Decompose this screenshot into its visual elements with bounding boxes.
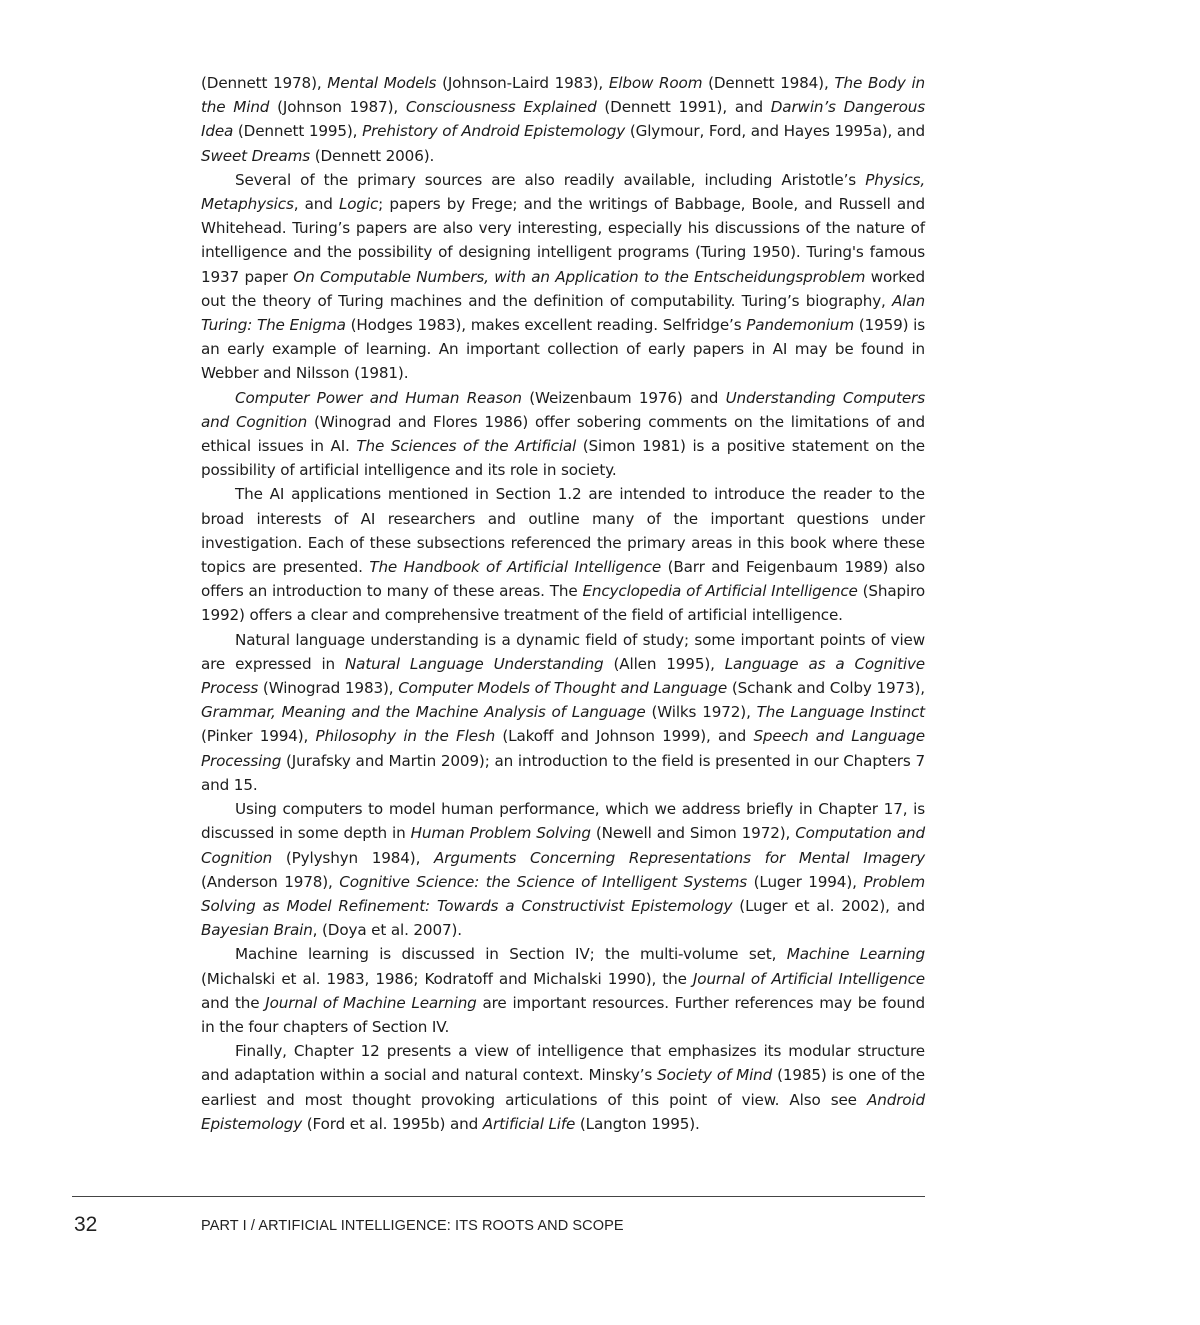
text-run: , (Doya et al. 2007). — [312, 921, 462, 940]
running-footer-title: PART I / ARTIFICIAL INTELLIGENCE: ITS ROOTS AND SCOPE — [201, 1218, 624, 1234]
text-run: (Michalski et al. 1983, 1986; Kodratoff and Michalski 1990), the — [201, 969, 693, 988]
text-run: (Wilks 1972), — [645, 703, 757, 722]
italic-title: Arguments Concerning Representations for Mental Imagery — [434, 848, 925, 867]
text-run: (Lakoff and Johnson 1999), and — [495, 727, 754, 746]
italic-title: Bayesian Brain — [201, 921, 313, 940]
text-run: (Allen 1995), — [603, 654, 725, 673]
italic-title: The Sciences of the Artificial — [356, 437, 577, 456]
text-run: (Shapiro 1992) offers a clear and comprehensive treatment of the field of artificial intelligence. — [201, 582, 925, 625]
italic-title: Logic — [338, 195, 379, 214]
text-run: (Anderson 1978), — [201, 872, 340, 891]
text-run: (Schank and Colby 1973), — [727, 679, 925, 698]
italic-title: Physics, Metaphysics — [201, 170, 925, 214]
paragraph — [201, 1039, 925, 1136]
text-run: Finally, Chapter 12 presents a view of intelligence that emphasizes its modular structure and adaptation within a social and natural context. Minsky’s — [201, 1042, 925, 1085]
text-run: (Weizenbaum 1976) and — [521, 388, 726, 407]
paragraph — [201, 628, 925, 797]
text-run: ; papers by Frege; and the writings of Babbage, Boole, and Russell and Whitehead. Turing’s papers are also very interesting, especially his discussions of the nature of intelligence and the possibility of designing intelligent programs (Turing 1950). Turing's famous 1937 paper — [201, 195, 925, 286]
italic-title: Elbow Room — [608, 74, 703, 92]
body-text — [201, 71, 925, 1136]
italic-title: Android Epistemology — [201, 1090, 925, 1133]
italic-title: Journal of Artificial Intelligence — [692, 969, 925, 988]
text-run: The AI applications mentioned in Section 1.2 are intended to introduce the reader to the broad interests of AI researchers and outline many of the important questions under investigation. Each of these subsections referenced the primary areas in this book where these topics are presented. — [201, 485, 925, 577]
italic-title: Speech and Language Processing — [201, 727, 925, 770]
text-run: , and — [293, 195, 339, 214]
italic-title: Society of Mind — [657, 1066, 773, 1085]
page-number: 32 — [74, 1213, 98, 1236]
text-run: (Hodges 1983), makes excellent reading. Selfridge’s — [345, 316, 747, 335]
italic-title: Cognitive Science: the Science of Intelligent Systems — [339, 872, 748, 891]
italic-title: Prehistory of Android Epistemology — [362, 122, 626, 141]
italic-title: Grammar, Meaning and the Machine Analysis of Language — [201, 703, 646, 722]
text-run: (Newell and Simon 1972), — [590, 824, 796, 843]
italic-title: Computer Models of Thought and Language — [398, 679, 728, 698]
text-run: and the — [201, 993, 266, 1012]
italic-title: Darwin’s Dangerous Idea — [201, 98, 925, 141]
text-run: (1985) is one of the earliest and most thought provoking articulations of this point of view. Also see — [201, 1066, 925, 1109]
text-run: (Pylyshyn 1984), — [272, 848, 435, 867]
text-run: (Langton 1995). — [575, 1114, 700, 1133]
text-run: (Dennett 1978), — [201, 74, 328, 92]
footer-divider — [72, 1196, 925, 1197]
italic-title: On Computable Numbers, with an Application to the Entscheidungsproblem — [293, 267, 866, 286]
text-run: (Ford et al. 1995b) and — [302, 1114, 483, 1133]
italic-title: Pandemonium — [746, 316, 855, 335]
text-run: (Dennett 1995), — [233, 122, 363, 141]
italic-title: Problem Solving as Model Refinement: Towards a Constructivist Epistemology — [201, 872, 925, 915]
italic-title: Journal of Machine Learning — [265, 993, 477, 1012]
paragraph — [201, 168, 925, 386]
italic-title: Machine Learning — [786, 945, 925, 964]
paragraph — [201, 797, 925, 942]
italic-title: Encyclopedia of Artificial Intelligence — [582, 582, 858, 601]
text-run: Machine learning is discussed in Section IV; the multi-volume set, — [235, 945, 787, 964]
paragraph — [201, 482, 925, 627]
italic-title: Consciousness Explained — [405, 98, 597, 117]
text-run: Several of the primary sources are also readily available, including Aristotle’s — [235, 170, 866, 189]
italic-title: Language as a Cognitive Process — [201, 654, 925, 698]
text-run: (1959) is an early example of learning. An important collection of early papers in AI may be found in Webber and Nilsson (1981). — [201, 316, 925, 383]
paragraph — [201, 71, 925, 168]
text-run: (Jurafsky and Martin 2009); an introduction to the field is presented in our Chapters 7 and 15. — [201, 751, 925, 794]
italic-title: Natural Language Understanding — [344, 654, 604, 673]
text-run: (Glymour, Ford, and Hayes 1995a), and — [625, 122, 926, 141]
text-run: (Pinker 1994), — [201, 727, 316, 746]
italic-title: Philosophy in the Flesh — [315, 727, 496, 746]
text-run: (Johnson-Laird 1983), — [436, 74, 609, 92]
text-run: (Winograd and Flores 1986) offer sobering comments on the limitations of and ethical issues in AI. — [201, 412, 925, 456]
italic-title: Computation and Cognition — [201, 824, 926, 867]
italic-title: The Body in the Mind — [201, 74, 925, 117]
italic-title: Human Problem Solving — [410, 824, 591, 843]
text-run: (Simon 1981) is a positive statement on the possibility of artificial intelligence and its role in society. — [201, 437, 925, 480]
italic-title: Mental Models — [327, 74, 437, 92]
italic-title: Alan Turing: The Enigma — [201, 291, 925, 335]
text-run: (Dennett 1991), and — [596, 98, 771, 117]
text-run: Using computers to model human performance, which we address briefly in Chapter 17, is discussed in some depth in — [201, 800, 925, 843]
paragraph — [201, 386, 925, 483]
italic-title: Computer Power and Human Reason — [235, 388, 522, 407]
text-run: (Dennett 2006). — [310, 146, 435, 165]
text-run: (Johnson 1987), — [269, 98, 406, 117]
italic-title: The Language Instinct — [756, 703, 925, 722]
text-run: (Luger et al. 2002), and — [732, 896, 925, 915]
text-run: are important resources. Further references may be found in the four chapters of Section IV. — [201, 993, 926, 1036]
text-run: (Winograd 1983), — [258, 679, 399, 698]
paragraph — [201, 942, 925, 1039]
italic-title: Sweet Dreams — [201, 146, 311, 165]
text-run: Natural language understanding is a dynamic field of study; some important points of view are expressed in — [201, 630, 925, 673]
italic-title: The Handbook of Artificial Intelligence — [369, 558, 662, 577]
text-run: (Dennett 1984), — [702, 74, 835, 92]
italic-title: Understanding Computers and Cognition — [201, 388, 925, 431]
text-run: (Barr and Feigenbaum 1989) also offers an introduction to many of these areas. The — [201, 558, 925, 601]
italic-title: Artificial Life — [482, 1114, 576, 1133]
text-run: (Luger 1994), — [747, 872, 864, 891]
text-run: worked out the theory of Turing machines and the definition of computability. Turing’s biography, — [201, 267, 925, 310]
